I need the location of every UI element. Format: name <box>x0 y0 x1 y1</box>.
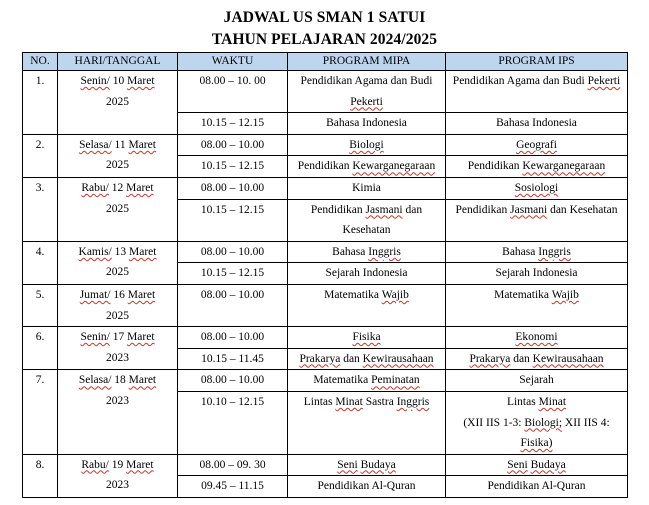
header-no: NO. <box>23 53 58 71</box>
header-program-ips: PROGRAM IPS <box>446 53 628 71</box>
cell-hari-date: Jumat/ 16 Maret <box>79 288 156 301</box>
cell-waktu: 09.45 – 11.15 <box>178 476 288 498</box>
cell-program-mipa: Prakarya dan Kewirausahaan <box>288 348 446 370</box>
cell-ips-subject: Pendidikan Kewarganegaraan <box>467 160 606 173</box>
cell-hari-date: Kamis/ 13 Maret <box>78 245 157 258</box>
cell-hari-date: Selasa/ 18 Maret <box>78 374 157 387</box>
cell-program-ips <box>446 241 628 263</box>
cell-program-mipa: Pendidikan Kewarganegaraan <box>288 156 446 178</box>
table-row <box>23 370 628 392</box>
cell-hari-tanggal <box>58 454 178 497</box>
cell-program-ips <box>446 476 628 498</box>
cell-program-mipa: Kimia <box>288 177 446 199</box>
cell-program-mipa: Bahasa Inggris <box>288 241 446 263</box>
table-body <box>23 71 628 498</box>
cell-waktu: 08.00 – 10.00 <box>178 134 288 156</box>
exam-schedule-table <box>22 52 628 498</box>
cell-ips-note: (XII IIS 1-3: Biologi; XII IIS 4: Fisika) <box>463 416 610 450</box>
cell-hari-year: 2023 <box>106 479 129 492</box>
cell-hari-tanggal <box>58 177 178 241</box>
cell-program-ips <box>446 327 628 349</box>
cell-waktu: 08.00 – 10.00 <box>178 241 288 263</box>
cell-program-ips <box>446 391 628 454</box>
cell-no: 7. <box>23 370 58 454</box>
cell-ips-subject: Matematika Wajib <box>494 288 579 301</box>
cell-program-ips <box>446 263 628 285</box>
cell-no: 6. <box>23 327 58 370</box>
cell-hari-year: 2025 <box>106 202 129 215</box>
cell-program-mipa: Pendidikan Al-Quran <box>288 476 446 498</box>
cell-program-mipa: Sejarah Indonesia <box>288 263 446 285</box>
cell-hari-year: 2023 <box>106 351 129 364</box>
cell-hari-date: Senin/ 10 Maret <box>80 75 155 87</box>
table-row <box>23 134 628 156</box>
cell-waktu: 10.15 – 11.45 <box>178 348 288 370</box>
cell-program-ips <box>446 113 628 135</box>
cell-hari-tanggal <box>58 241 178 284</box>
cell-hari-year: 2025 <box>106 159 129 172</box>
cell-program-mipa: Matematika Wajib <box>288 284 446 326</box>
table-row <box>23 71 628 113</box>
cell-program-mipa: Pendidikan Jasmani dan Kesehatan <box>288 199 446 241</box>
cell-waktu: 08.00 – 09. 30 <box>178 454 288 476</box>
cell-program-ips <box>446 134 628 156</box>
cell-no: 1. <box>23 71 58 135</box>
cell-hari-date: Rabu/ 12 Maret <box>81 181 154 194</box>
cell-hari-tanggal <box>58 71 178 135</box>
cell-waktu: 08.00 – 10.00 <box>178 370 288 392</box>
document-title: JADWAL US SMAN 1 SATUI <box>223 9 426 26</box>
table-row <box>23 284 628 326</box>
cell-waktu: 10.15 – 12.15 <box>178 199 288 241</box>
table-row <box>23 241 628 263</box>
cell-waktu: 10.15 – 12.15 <box>178 263 288 285</box>
cell-ips-subject: Sosiologi <box>514 181 559 194</box>
cell-program-ips <box>446 348 628 370</box>
cell-hari-date: Rabu/ 19 Maret <box>81 458 154 471</box>
cell-no: 2. <box>23 134 58 177</box>
header-waktu: WAKTU <box>178 53 288 71</box>
cell-hari-tanggal <box>58 284 178 326</box>
cell-program-mipa: Pendidikan Agama dan Budi Pekerti <box>288 71 446 113</box>
header-hari-tanggal: HARI/TANGGAL <box>58 53 178 71</box>
cell-no: 5. <box>23 284 58 326</box>
cell-program-ips <box>446 370 628 392</box>
cell-waktu: 08.00 – 10.00 <box>178 177 288 199</box>
cell-program-mipa: Seni Budaya <box>288 454 446 476</box>
cell-ips-subject: Bahasa Indonesia <box>496 117 577 130</box>
cell-program-mipa: Fisika <box>288 327 446 349</box>
cell-hari-year: 2025 <box>106 266 129 279</box>
cell-program-ips <box>446 71 628 113</box>
header-program-mipa: PROGRAM MIPA <box>288 53 446 71</box>
cell-program-mipa: Matematika Peminatan <box>288 370 446 392</box>
cell-no: 4. <box>23 241 58 284</box>
cell-hari-tanggal <box>58 370 178 454</box>
cell-program-ips <box>446 177 628 199</box>
cell-hari-tanggal <box>58 134 178 177</box>
table-header-row <box>23 53 628 71</box>
cell-hari-year: 2023 <box>106 394 129 407</box>
cell-ips-subject: Pendidikan Al-Quran <box>487 480 586 493</box>
table-row <box>23 454 628 476</box>
cell-ips-subject: Bahasa Inggris <box>502 245 571 258</box>
cell-no: 8. <box>23 454 58 497</box>
cell-program-ips <box>446 454 628 476</box>
cell-program-ips <box>446 199 628 241</box>
table-row <box>23 327 628 349</box>
cell-program-ips <box>446 156 628 178</box>
cell-ips-subject: Pendidikan Agama dan Budi Pekerti <box>452 75 621 87</box>
cell-program-mipa: Lintas Minat Sastra Inggris <box>288 391 446 454</box>
document-subtitle: TAHUN PELAJARAN 2024/2025 <box>211 31 438 48</box>
table-row <box>23 177 628 199</box>
cell-ips-subject: Pendidikan Jasmani dan Kesehatan <box>455 203 618 216</box>
cell-hari-date: Selasa/ 11 Maret <box>79 138 156 151</box>
cell-waktu: 10.15 – 12.15 <box>178 113 288 135</box>
cell-program-mipa: Biologi <box>288 134 446 156</box>
cell-hari-tanggal <box>58 327 178 370</box>
cell-ips-subject: Seni Budaya <box>507 458 566 471</box>
cell-waktu: 10.15 – 12.15 <box>178 156 288 178</box>
cell-waktu: 08.00 – 10. 00 <box>178 71 288 113</box>
cell-waktu: 10.10 – 12.15 <box>178 391 288 454</box>
cell-ips-subject: Sejarah Indonesia <box>495 267 578 280</box>
cell-hari-date: Senin/ 17 Maret <box>80 331 155 344</box>
cell-program-ips <box>446 284 628 326</box>
cell-program-mipa: Bahasa Indonesia <box>288 113 446 135</box>
cell-no: 3. <box>23 177 58 241</box>
cell-ips-subject: Ekonomi <box>515 331 558 344</box>
cell-ips-subject: Sejarah <box>519 374 554 387</box>
cell-hari-year: 2025 <box>106 309 129 322</box>
cell-ips-subject: Lintas Minat <box>506 395 567 408</box>
cell-hari-year: 2025 <box>106 95 129 108</box>
cell-ips-subject: Prakarya dan Kewirausahaan <box>469 352 604 365</box>
cell-waktu: 08.00 – 10.00 <box>178 284 288 326</box>
cell-ips-subject: Geografi <box>516 138 557 151</box>
cell-waktu: 08.00 – 10.00 <box>178 327 288 349</box>
